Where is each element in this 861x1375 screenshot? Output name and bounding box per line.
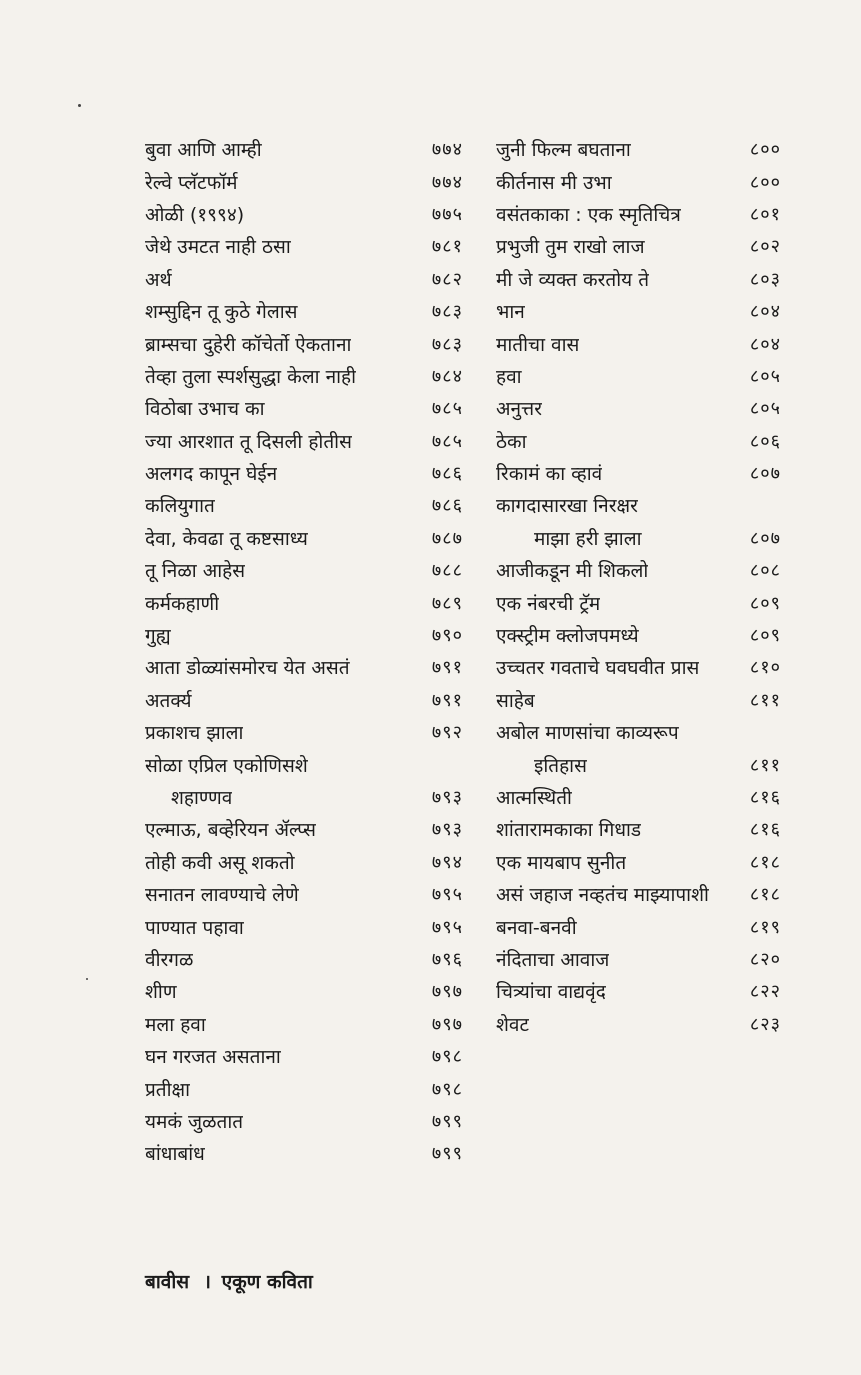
toc-entry-title: एक्स्ट्रीम क्लोजपमध्ये (496, 625, 639, 648)
toc-entry-page-number: ८११ (749, 754, 781, 776)
toc-entry-title: अनुत्तर (496, 398, 542, 421)
toc-entry-title: शीण (145, 981, 177, 1004)
toc-entry (145, 1106, 463, 1138)
toc-entry-page-number: ७९७ (431, 981, 463, 1003)
toc-entry-title: प्रतीक्षा (145, 1078, 191, 1101)
toc-entry (145, 490, 463, 522)
toc-entry-page-number: ८१६ (749, 787, 781, 808)
toc-entry-page-number: ८२२ (749, 981, 781, 1003)
toc-entry-page-number: ७८८ (431, 560, 463, 582)
toc-entry-title: हवा (496, 365, 522, 388)
toc-entry (496, 847, 781, 879)
toc-entry-title: प्रकाशच झाला (145, 722, 244, 745)
toc-entry-page-number: ८०८ (749, 560, 781, 582)
toc-entry-title: तू निळा आहेस (145, 560, 246, 583)
toc-entry (145, 652, 463, 684)
toc-entry (145, 393, 463, 425)
toc-entry-page-number: ८०३ (749, 268, 781, 290)
toc-entry-title: तोही कवी असू शकतो (145, 851, 295, 874)
toc-entry-title: एल्माऊ, बव्हेरियन ॲल्प्स (145, 819, 316, 842)
toc-entry (145, 814, 463, 846)
toc-entry (145, 426, 463, 458)
toc-right-column (496, 134, 781, 1041)
toc-entry-title: आत्मस्थिती (496, 787, 572, 809)
toc-entry (145, 944, 463, 976)
toc-entry-page-number: ८०९ (749, 592, 781, 614)
toc-entry (496, 231, 781, 263)
page-footer (145, 1268, 313, 1294)
toc-entry-title: कीर्तनास मी उभा (496, 171, 612, 194)
toc-entry-title: नंदिताचा आवाज (496, 948, 610, 971)
toc-entry (145, 749, 463, 781)
toc-entry-title: असं जहाज नव्हतंच माझ्यापाशी (496, 884, 709, 907)
toc-entry (145, 976, 463, 1008)
toc-entry (145, 166, 463, 198)
toc-entry-page-number: ८०० (749, 171, 781, 193)
toc-entry-page-number: ७८४ (431, 365, 463, 387)
toc-entry-page-number: ७९९ (431, 1110, 463, 1132)
toc-entry (496, 361, 781, 393)
toc-entry-title: कागदासारखा निरक्षर (496, 495, 638, 518)
toc-entry (145, 296, 463, 328)
toc-entry-page-number: ७८५ (431, 398, 463, 420)
toc-entry-title: तेव्हा तुला स्पर्शसुद्धा केला नाही (145, 365, 357, 388)
toc-entry-title: देवा, केवढा तू कष्टसाध्य (145, 527, 308, 550)
toc-entry-page-number: ७९३ (431, 787, 463, 808)
toc-entry-title: इतिहास (534, 754, 587, 777)
toc-entry (496, 814, 781, 846)
toc-entry (496, 749, 781, 781)
toc-entry (496, 685, 781, 717)
toc-entry-title: कलियुगात (145, 495, 215, 518)
toc-entry-page-number: ७८५ (431, 430, 463, 452)
toc-entry (145, 523, 463, 555)
toc-entry (496, 717, 781, 749)
toc-entry-title: रिकामं का व्हावं (496, 463, 603, 486)
toc-entry (496, 523, 781, 555)
toc-entry (496, 911, 781, 943)
toc-entry-title: अबोल माणसांचा काव्यरूप (496, 722, 679, 745)
toc-entry-page-number: ८१९ (749, 916, 781, 938)
toc-entry-page-number: ७९८ (431, 1078, 463, 1100)
toc-entry-page-number: ७८३ (431, 333, 463, 355)
toc-entry-title: शहाण्णव (171, 787, 233, 809)
toc-entry (496, 782, 781, 814)
toc-entry-page-number: ८०० (749, 139, 781, 161)
toc-entry-page-number: ८१८ (749, 851, 781, 873)
toc-entry-title: बांधाबांध (145, 1143, 205, 1166)
toc-entry-title: घन गरजत असताना (145, 1046, 281, 1069)
toc-entry (145, 264, 463, 296)
toc-entry-page-number: ७९८ (431, 1046, 463, 1068)
toc-entry (496, 944, 781, 976)
toc-entry-title: जेथे उमटत नाही ठसा (145, 236, 291, 259)
toc-entry-page-number: ७९० (431, 625, 463, 647)
toc-entry-page-number: ८०५ (749, 365, 781, 387)
toc-entry (145, 685, 463, 717)
toc-entry-page-number: ८२० (749, 948, 781, 970)
toc-entry-page-number: ७८६ (431, 495, 463, 517)
toc-entry (496, 620, 781, 652)
toc-entry (496, 328, 781, 360)
toc-entry (496, 393, 781, 425)
toc-entry-title: ज्या आरशात तू दिसली होतीस (145, 430, 352, 453)
toc-entry-title: अलगद कापून घेईन (145, 463, 278, 486)
toc-entry-page-number: ७८१ (431, 236, 463, 258)
toc-left-column (145, 134, 463, 1171)
toc-entry (496, 555, 781, 587)
toc-entry-page-number: ८०७ (749, 527, 781, 549)
toc-entry (145, 1041, 463, 1073)
toc-entry (145, 620, 463, 652)
toc-entry-title: आता डोळ्यांसमोरच येत असतं (145, 657, 350, 680)
toc-entry-title: बुवा आणि आम्ही (145, 139, 262, 162)
toc-entry-page-number: ८०४ (749, 333, 781, 355)
toc-entry-title: शम्सुद्दिन तू कुठे गेलास (145, 301, 298, 324)
toc-entry-title: विठोबा उभाच का (145, 398, 265, 421)
toc-entry-title: माझा हरी झाला (534, 527, 642, 550)
toc-entry-title: शांतारामकाका गिधाड (496, 819, 642, 842)
toc-entry-title: पाण्यात पहावा (145, 916, 244, 939)
toc-entry (145, 717, 463, 749)
toc-entry-page-number: ८०५ (749, 398, 781, 420)
toc-entry (496, 426, 781, 458)
toc-entry-page-number: ८१० (749, 657, 781, 679)
toc-entry-title: भान (496, 301, 525, 324)
toc-entry-page-number: ८०१ (749, 203, 781, 225)
toc-entry-page-number: ७९१ (431, 657, 463, 679)
ink-speck (78, 104, 81, 107)
toc-entry (496, 587, 781, 619)
toc-entry (145, 587, 463, 619)
toc-entry (496, 976, 781, 1008)
toc-entry (145, 1009, 463, 1041)
toc-entry-title: अतर्क्य (145, 689, 192, 712)
toc-entry-title: बनवा-बनवी (496, 916, 577, 939)
toc-entry (145, 1073, 463, 1105)
toc-entry-page-number: ७९२ (431, 722, 463, 744)
toc-entry-title: उच्चतर गवताचे घवघवीत प्रास (496, 657, 700, 680)
toc-entry-page-number: ८१८ (749, 884, 781, 906)
footer-book-title: एकूण कविता (221, 1271, 313, 1293)
toc-entry-title: मातीचा वास (496, 333, 580, 356)
toc-entry-title: रेल्वे प्लॅटफॉर्म (145, 171, 238, 194)
toc-entry (496, 296, 781, 328)
toc-entry-title: एक मायबाप सुनीत (496, 851, 627, 874)
toc-entry-title: चित्र्यांचा वाद्यवृंद (496, 981, 606, 1004)
toc-entry-page-number: ८०७ (749, 463, 781, 485)
footer-separator: । (203, 1271, 211, 1293)
toc-entry-page-number: ७९७ (431, 1013, 463, 1035)
toc-entry (496, 166, 781, 198)
toc-entry (496, 490, 781, 522)
toc-entry (145, 911, 463, 943)
toc-entry (145, 879, 463, 911)
toc-entry-title: सोळा एप्रिल एकोणिसशे (145, 754, 308, 777)
toc-entry-page-number: ७९१ (431, 689, 463, 711)
toc-entry-page-number: ८०२ (749, 236, 781, 258)
toc-entry-page-number: ७९६ (431, 948, 463, 970)
toc-entry (145, 847, 463, 879)
toc-entry (145, 458, 463, 490)
toc-entry (496, 652, 781, 684)
toc-entry-title: एक नंबरची ट्रॅम (496, 592, 601, 615)
toc-entry-title: सनातन लावण्याचे लेणे (145, 884, 299, 907)
toc-entry-title: यमकं जुळतात (145, 1110, 244, 1133)
toc-entry-page-number: ८११ (749, 689, 781, 711)
toc-entry-title: प्रभुजी तुम राखो लाज (496, 236, 645, 259)
toc-entry (145, 361, 463, 393)
toc-entry (145, 782, 463, 814)
toc-entry-page-number: ७८७ (431, 527, 463, 549)
toc-entry-title: वसंतकाका : एक स्मृतिचित्र (496, 203, 681, 226)
toc-entry-title: कर्मकहाणी (145, 592, 220, 615)
toc-entry-page-number: ७७४ (431, 171, 463, 193)
toc-entry (496, 199, 781, 231)
toc-entry-page-number: ७८३ (431, 301, 463, 323)
toc-entry-page-number: ७९३ (431, 819, 463, 841)
ink-speck (86, 978, 88, 980)
toc-entry-page-number: ७९५ (431, 916, 463, 938)
toc-entry-page-number: ७८६ (431, 463, 463, 485)
toc-entry (496, 458, 781, 490)
toc-entry-page-number: ८०४ (749, 301, 781, 323)
toc-entry (496, 879, 781, 911)
toc-entry-title: साहेब (496, 689, 535, 712)
toc-entry-page-number: ८१६ (749, 819, 781, 841)
toc-entry (145, 231, 463, 263)
toc-entry-page-number: ७९४ (431, 851, 463, 873)
toc-entry-page-number: ७७४ (431, 139, 463, 161)
toc-entry-page-number: ७८२ (431, 268, 463, 290)
toc-entry (496, 264, 781, 296)
toc-entry-page-number: ८०९ (749, 625, 781, 647)
toc-entry-title: शेवट (496, 1013, 530, 1036)
toc-entry-page-number: ७८९ (431, 592, 463, 614)
toc-entry-title: ठेका (496, 430, 527, 453)
toc-entry (145, 134, 463, 166)
toc-entry-title: मला हवा (145, 1013, 206, 1036)
toc-entry-title: गुह्य (145, 625, 171, 648)
toc-entry-page-number: ८०६ (749, 430, 781, 452)
toc-entry-title: आजीकडून मी शिकलो (496, 560, 649, 583)
toc-entry-title: जुनी फिल्म बघताना (496, 139, 631, 162)
toc-entry-page-number: ७९९ (431, 1143, 463, 1165)
footer-page-label: बावीस (145, 1271, 190, 1293)
toc-entry-page-number: ८२३ (749, 1013, 781, 1035)
toc-entry (496, 134, 781, 166)
toc-entry (145, 328, 463, 360)
toc-entry-page-number: ७७५ (431, 203, 463, 225)
toc-entry-title: वीरगळ (145, 948, 194, 971)
toc-entry (145, 1138, 463, 1170)
toc-entry-title: अर्थ (145, 268, 172, 291)
toc-entry (496, 1009, 781, 1041)
toc-entry (145, 199, 463, 231)
toc-entry (145, 555, 463, 587)
toc-entry-title: मी जे व्यक्त करतोय ते (496, 268, 650, 291)
toc-entry-title: ओळी (१९९४) (145, 203, 245, 226)
toc-entry-page-number: ७९५ (431, 884, 463, 906)
toc-entry-title: ब्राम्सचा दुहेरी कॉचेर्तो ऐकताना (145, 333, 352, 356)
